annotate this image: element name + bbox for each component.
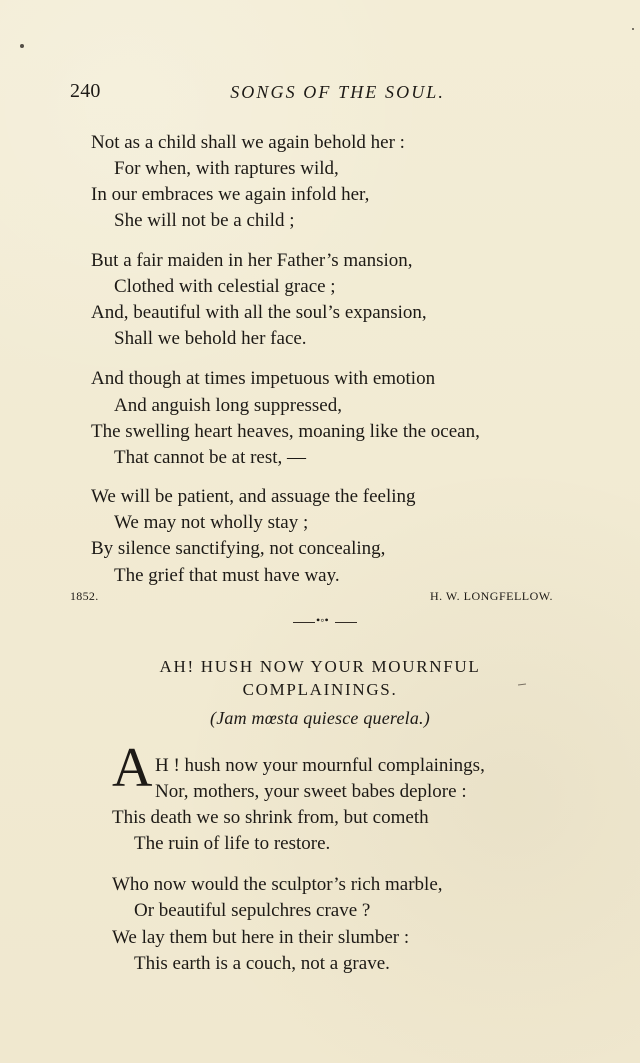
poem-line: Or beautiful sepulchres crave ? <box>134 900 371 921</box>
ornament-rule-left <box>293 622 315 623</box>
page-speck <box>20 44 24 48</box>
poem-line: The swelling heart heaves, moaning like the ocean, <box>91 421 480 442</box>
poem-line: Shall we behold her face. <box>114 328 307 349</box>
poem-line: This earth is a couch, not a grave. <box>134 953 390 974</box>
poem-line: We lay them but here in their slumber : <box>112 927 410 948</box>
poem-line: This death we so shrink from, but cometh <box>112 807 429 828</box>
poem-line: We will be patient, and assuage the feeling <box>91 486 416 507</box>
page-number: 240 <box>70 80 101 102</box>
poem-line: And, beautiful with all the soul’s expansion, <box>91 302 427 323</box>
poem-two-subtitle: (Jam mœsta quiesce querela.) <box>210 708 430 728</box>
poem-line: For when, with raptures wild, <box>114 158 339 179</box>
poem-line: By silence sanctifying, not concealing, <box>91 538 386 559</box>
poem-line: And anguish long suppressed, <box>114 395 342 416</box>
page-header <box>70 80 445 108</box>
poem-date: 1852. <box>70 589 99 603</box>
poem-line: Nor, mothers, your sweet babes deplore : <box>155 781 467 802</box>
poem-line: That cannot be at rest, — <box>114 447 307 468</box>
poem-two-title-line-2: COMPLAININGS. <box>242 680 398 699</box>
poem-two-title <box>0 656 640 701</box>
poem-line: And though at times impetuous with emotion <box>91 368 436 389</box>
drop-cap: A <box>112 737 152 799</box>
running-head: SONGS OF THE SOUL. <box>230 82 445 102</box>
poem-line: In our embraces we again infold her, <box>91 184 370 205</box>
poem-line: The grief that must have way. <box>114 565 340 586</box>
ornament-rule-right <box>335 622 357 623</box>
poem-line: Clothed with celestial grace ; <box>114 276 336 297</box>
poem-line: H ! hush now your mournful complainings, <box>155 755 485 776</box>
poem-line: Who now would the sculptor’s rich marble, <box>112 874 443 895</box>
poem-line: She will not be a child ; <box>114 210 295 231</box>
page-speck <box>632 28 634 30</box>
poem-line: We may not wholly stay ; <box>114 512 309 533</box>
poem-line: The ruin of life to restore. <box>134 833 331 854</box>
poem-author: H. W. LONGFELLOW. <box>429 589 553 603</box>
ornament-mark: •◦• <box>316 613 329 627</box>
poem-line: Not as a child shall we again behold her : <box>91 132 405 153</box>
section-ornament <box>293 613 357 627</box>
poem-line: But a fair maiden in her Father’s mansion, <box>91 250 413 271</box>
poem-two-title-line-1: AH! HUSH NOW YOUR MOURNFUL <box>159 657 481 676</box>
